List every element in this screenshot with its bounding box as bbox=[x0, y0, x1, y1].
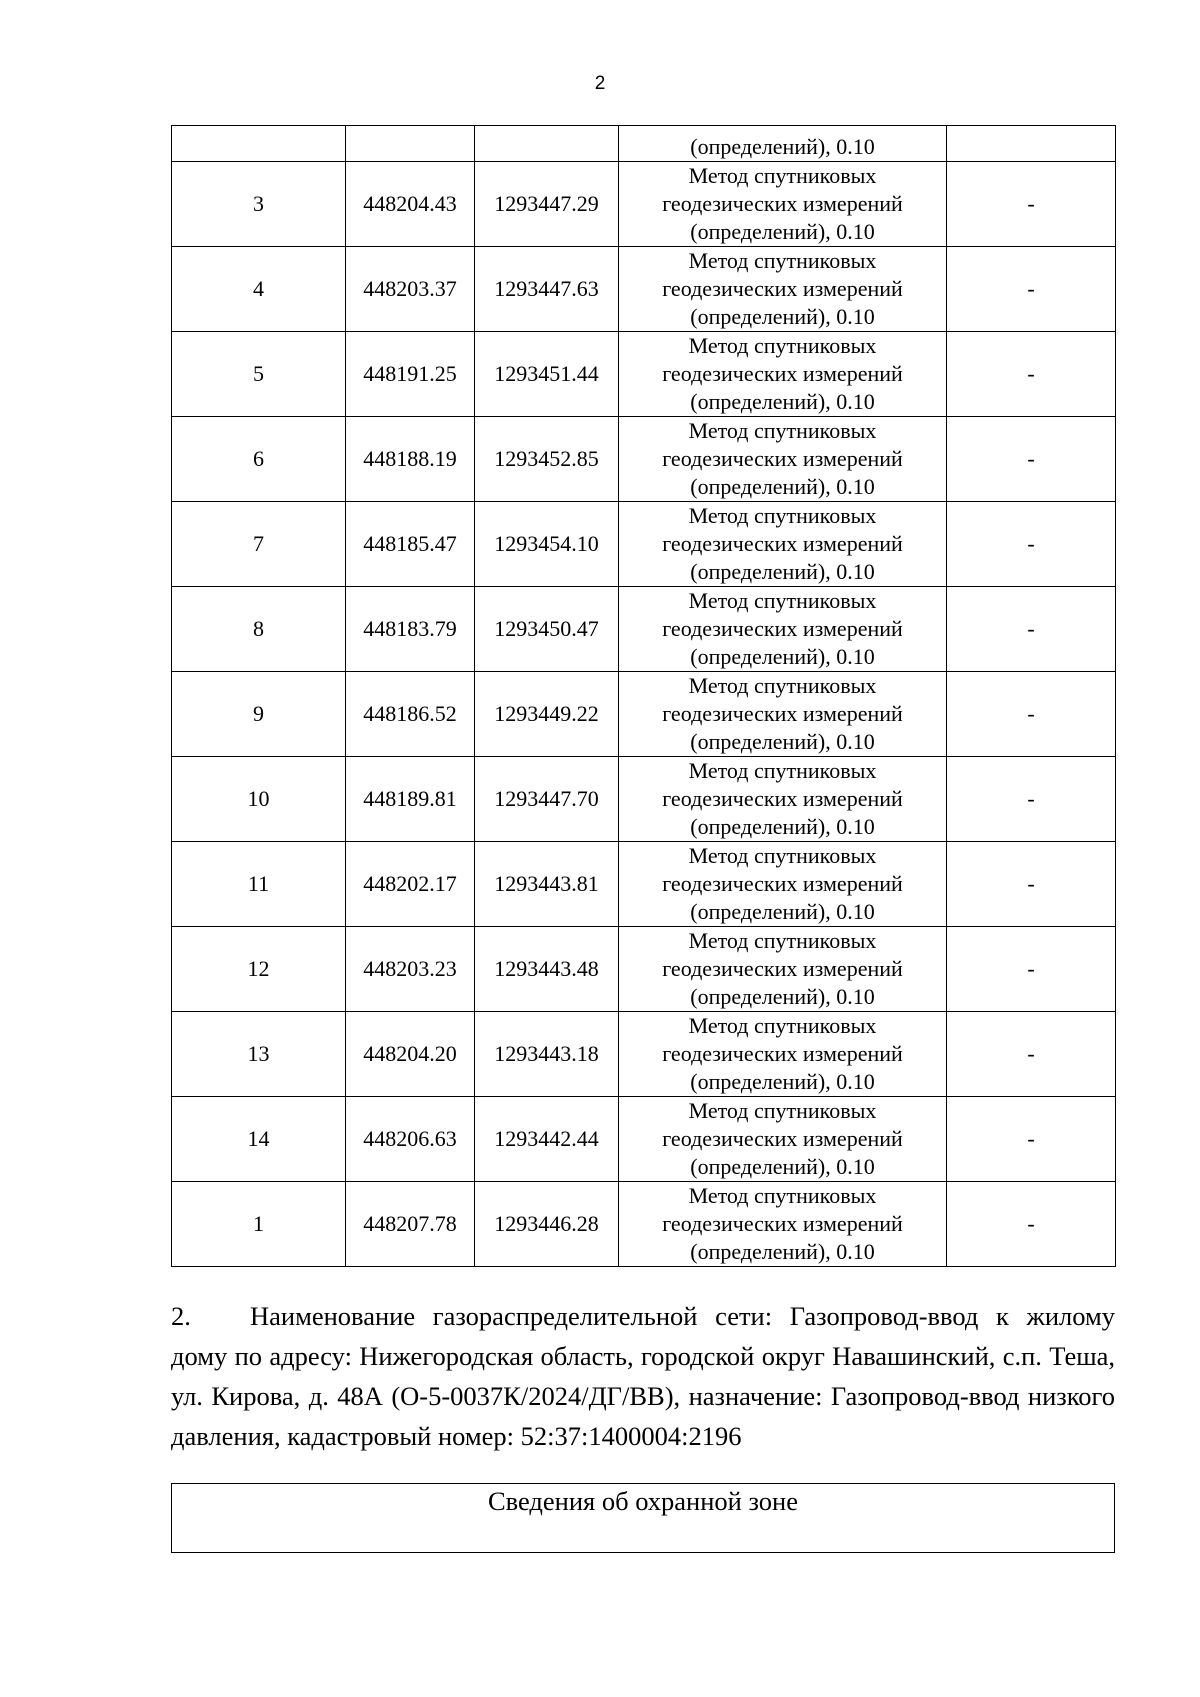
method-line: (определений), 0.10 bbox=[690, 729, 875, 754]
cell-point: 7 bbox=[172, 502, 346, 587]
method-line: Метод спутниковых bbox=[688, 1013, 877, 1038]
method-line: Метод спутниковых bbox=[688, 588, 877, 613]
cell-description: - bbox=[947, 332, 1116, 417]
cell-y: 1293447.70 bbox=[475, 757, 619, 842]
method-line: (определений), 0.10 bbox=[690, 304, 875, 329]
section-number: 2. bbox=[171, 1301, 191, 1331]
method-line: (определений), 0.10 bbox=[690, 389, 875, 414]
cell-description: - bbox=[947, 927, 1116, 1012]
cell-method bbox=[619, 927, 947, 1012]
cell-y: 1293443.18 bbox=[475, 1012, 619, 1097]
cell-description bbox=[947, 126, 1116, 162]
method-line: (определений), 0.10 bbox=[690, 559, 875, 584]
table-row bbox=[172, 757, 1116, 842]
cell-y: 1293443.81 bbox=[475, 842, 619, 927]
cell-y: 1293451.44 bbox=[475, 332, 619, 417]
table-row bbox=[172, 417, 1116, 502]
method-line: Метод спутниковых bbox=[688, 928, 877, 953]
cell-y bbox=[475, 126, 619, 162]
coordinates-table bbox=[171, 125, 1116, 1267]
cell-description: - bbox=[947, 162, 1116, 247]
cell-y: 1293447.63 bbox=[475, 247, 619, 332]
table-row bbox=[172, 587, 1116, 672]
method-line: (определений), 0.10 bbox=[690, 1239, 875, 1264]
method-line: (определений), 0.10 bbox=[690, 474, 875, 499]
method-line: геодезических измерений bbox=[662, 1211, 903, 1236]
cell-description: - bbox=[947, 672, 1116, 757]
method-line: (определений), 0.10 bbox=[690, 899, 875, 924]
table-row bbox=[172, 1097, 1116, 1182]
method-line: геодезических измерений bbox=[662, 1126, 903, 1151]
cell-x: 448203.23 bbox=[346, 927, 475, 1012]
cell-x: 448186.52 bbox=[346, 672, 475, 757]
method-line: Метод спутниковых bbox=[688, 248, 877, 273]
cell-point bbox=[172, 126, 346, 162]
cell-method bbox=[619, 332, 947, 417]
cell-x: 448191.25 bbox=[346, 332, 475, 417]
cell-point: 4 bbox=[172, 247, 346, 332]
cell-description: - bbox=[947, 502, 1116, 587]
cell-description: - bbox=[947, 842, 1116, 927]
method-line: Метод спутниковых bbox=[688, 163, 877, 188]
cell-x: 448206.63 bbox=[346, 1097, 475, 1182]
cell-y: 1293450.47 bbox=[475, 587, 619, 672]
page-number: 2 bbox=[594, 73, 606, 94]
cell-x: 448204.20 bbox=[346, 1012, 475, 1097]
cell-method bbox=[619, 1182, 947, 1267]
cell-x: 448207.78 bbox=[346, 1182, 475, 1267]
cell-y: 1293442.44 bbox=[475, 1097, 619, 1182]
method-line: геодезических измерений bbox=[662, 446, 903, 471]
cell-x: 448189.81 bbox=[346, 757, 475, 842]
method-line: Метод спутниковых bbox=[688, 418, 877, 443]
cell-method bbox=[619, 587, 947, 672]
cell-point: 14 bbox=[172, 1097, 346, 1182]
method-line: геодезических измерений bbox=[662, 956, 903, 981]
table-row bbox=[172, 1012, 1116, 1097]
method-line: геодезических измерений bbox=[662, 191, 903, 216]
cell-description: - bbox=[947, 1012, 1116, 1097]
method-line: Метод спутниковых bbox=[688, 673, 877, 698]
cell-method bbox=[619, 1012, 947, 1097]
cell-method bbox=[619, 672, 947, 757]
method-line: геодезических измерений bbox=[662, 361, 903, 386]
method-line: Метод спутниковых bbox=[688, 843, 877, 868]
cell-x: 448203.37 bbox=[346, 247, 475, 332]
cell-x: 448188.19 bbox=[346, 417, 475, 502]
table-row bbox=[172, 927, 1116, 1012]
method-line: Метод спутниковых bbox=[688, 1183, 877, 1208]
cell-x bbox=[346, 126, 475, 162]
cell-description: - bbox=[947, 587, 1116, 672]
cell-x: 448202.17 bbox=[346, 842, 475, 927]
method-line: геодезических измерений bbox=[662, 1041, 903, 1066]
cell-y: 1293443.48 bbox=[475, 927, 619, 1012]
section-paragraph bbox=[171, 1296, 1115, 1456]
cell-method: (определений), 0.10 bbox=[619, 126, 947, 162]
cell-point: 5 bbox=[172, 332, 346, 417]
table-row-continuation bbox=[172, 126, 1116, 162]
cell-description: - bbox=[947, 1097, 1116, 1182]
cell-x: 448185.47 bbox=[346, 502, 475, 587]
method-line: (определений), 0.10 bbox=[690, 644, 875, 669]
cell-point: 1 bbox=[172, 1182, 346, 1267]
method-line: Метод спутниковых bbox=[688, 758, 877, 783]
table-row bbox=[172, 842, 1116, 927]
cell-method bbox=[619, 417, 947, 502]
table-row bbox=[172, 247, 1116, 332]
method-line: геодезических измерений bbox=[662, 276, 903, 301]
cell-method bbox=[619, 757, 947, 842]
cell-description: - bbox=[947, 247, 1116, 332]
cell-description: - bbox=[947, 1182, 1116, 1267]
protection-zone-box bbox=[171, 1483, 1115, 1553]
cell-description: - bbox=[947, 417, 1116, 502]
method-line: (определений), 0.10 bbox=[690, 219, 875, 244]
cell-y: 1293449.22 bbox=[475, 672, 619, 757]
cell-point: 12 bbox=[172, 927, 346, 1012]
cell-method bbox=[619, 162, 947, 247]
cell-y: 1293447.29 bbox=[475, 162, 619, 247]
table-row bbox=[172, 502, 1116, 587]
method-line: (определений), 0.10 bbox=[690, 984, 875, 1009]
cell-method bbox=[619, 502, 947, 587]
cell-x: 448204.43 bbox=[346, 162, 475, 247]
method-line: геодезических измерений bbox=[662, 531, 903, 556]
cell-method bbox=[619, 1097, 947, 1182]
cell-point: 13 bbox=[172, 1012, 346, 1097]
table-row bbox=[172, 1182, 1116, 1267]
method-line: Метод спутниковых bbox=[688, 333, 877, 358]
method-line: Метод спутниковых bbox=[688, 503, 877, 528]
method-line: геодезических измерений bbox=[662, 616, 903, 641]
method-line: Метод спутниковых bbox=[688, 1098, 877, 1123]
cell-description: - bbox=[947, 757, 1116, 842]
section-text: Наименование газораспределительной сети: Газопровод-ввод к жилому дому по адресу: Нижегородская область, городской округ Навашинский, с.п. Теша, ул. Кирова, д. 48А (О-5-0037К/2024/ДГ/ВВ), назначение: Газопровод-ввод низкого давления, кадастровый номер: 52:37:1400004:2196 bbox=[171, 1301, 1115, 1451]
cell-point: 9 bbox=[172, 672, 346, 757]
cell-x: 448183.79 bbox=[346, 587, 475, 672]
table-row bbox=[172, 672, 1116, 757]
table-row bbox=[172, 332, 1116, 417]
method-line: геодезических измерений bbox=[662, 701, 903, 726]
cell-y: 1293454.10 bbox=[475, 502, 619, 587]
method-line: геодезических измерений bbox=[662, 871, 903, 896]
method-line: (определений), 0.10 bbox=[690, 814, 875, 839]
cell-point: 6 bbox=[172, 417, 346, 502]
table-row bbox=[172, 162, 1116, 247]
cell-y: 1293452.85 bbox=[475, 417, 619, 502]
cell-y: 1293446.28 bbox=[475, 1182, 619, 1267]
cell-point: 10 bbox=[172, 757, 346, 842]
cell-point: 8 bbox=[172, 587, 346, 672]
method-line: геодезических измерений bbox=[662, 786, 903, 811]
method-line: (определений), 0.10 bbox=[690, 1154, 875, 1179]
cell-method bbox=[619, 842, 947, 927]
cell-point: 3 bbox=[172, 162, 346, 247]
cell-method bbox=[619, 247, 947, 332]
method-line: (определений), 0.10 bbox=[690, 1069, 875, 1094]
cell-point: 11 bbox=[172, 842, 346, 927]
coordinates-table-body bbox=[172, 126, 1116, 1267]
protection-zone-title: Сведения об охранной зоне bbox=[487, 1486, 798, 1516]
